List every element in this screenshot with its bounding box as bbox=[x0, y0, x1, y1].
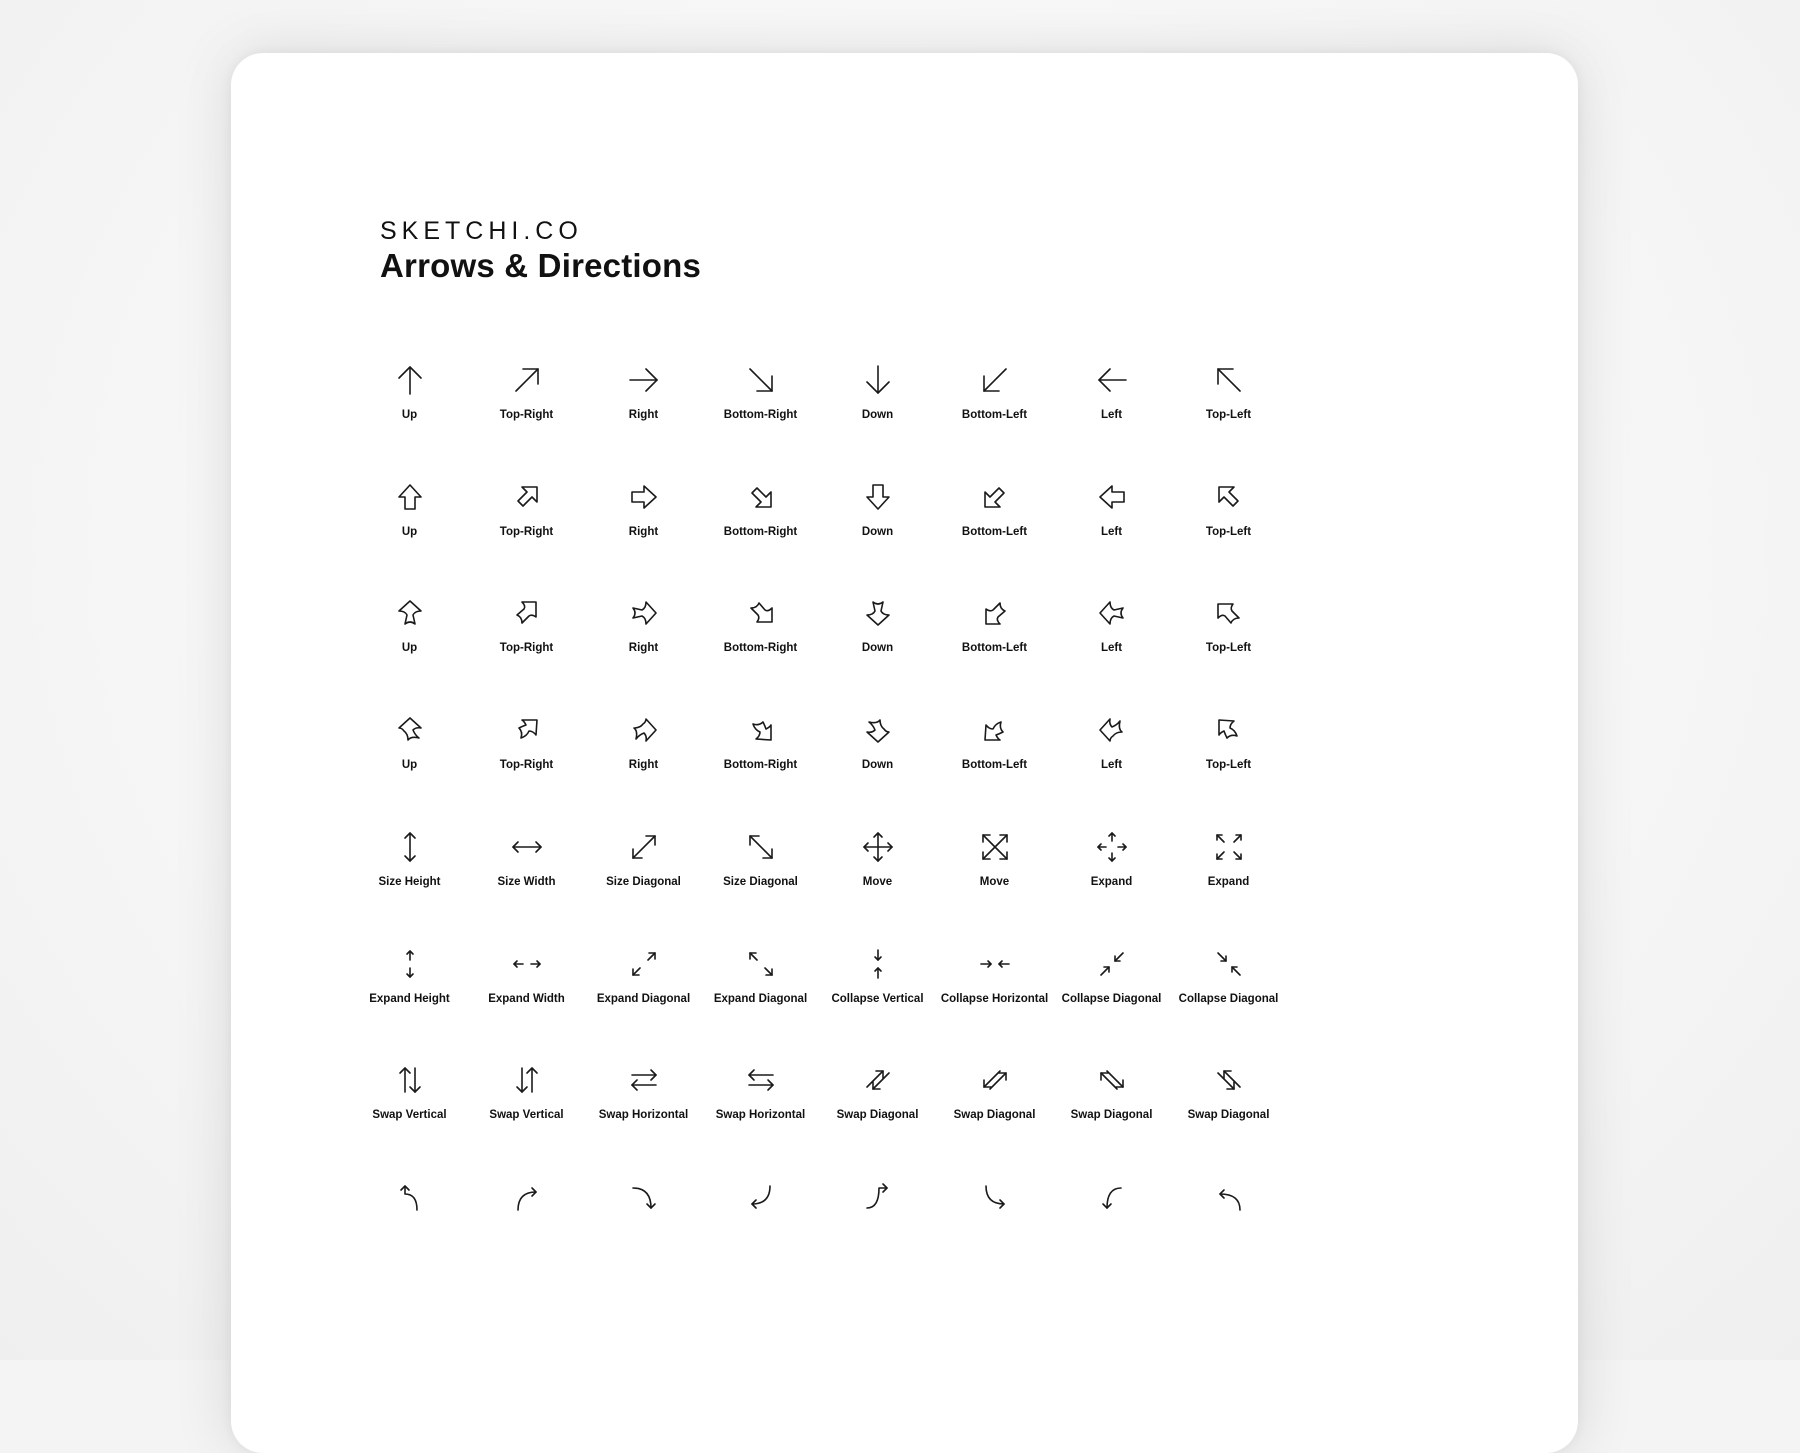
icon-tile bbox=[1170, 596, 1287, 706]
arrow-bottom-left-icon bbox=[978, 363, 1012, 397]
swap-diagonal-ne-alt-icon bbox=[978, 1063, 1012, 1097]
icon-label: Top-Right bbox=[499, 759, 554, 772]
size-height-icon bbox=[393, 830, 427, 864]
curved-arrow-alt-right-icon bbox=[627, 713, 661, 747]
icon-label: Swap Diagonal bbox=[1070, 1109, 1153, 1122]
swap-diagonal-ne-icon bbox=[861, 1063, 895, 1097]
icon-tile bbox=[1053, 947, 1170, 1057]
size-diagonal-nw-icon bbox=[744, 830, 778, 864]
icon-tile bbox=[468, 480, 585, 590]
icon-tile bbox=[1170, 363, 1287, 473]
icon-tile bbox=[819, 480, 936, 590]
icon-label: Up bbox=[401, 525, 418, 538]
icon-label: Bottom-Right bbox=[723, 409, 798, 421]
swap-horizontal-icon bbox=[627, 1063, 661, 1097]
icon-label: Swap Vertical bbox=[372, 1109, 447, 1122]
size-width-icon bbox=[510, 830, 544, 864]
icon-tile bbox=[585, 363, 702, 473]
block-arrow-bottom-right-icon bbox=[744, 480, 778, 514]
icon-tile bbox=[585, 596, 702, 706]
icon-tile bbox=[702, 1063, 819, 1173]
turn-left-down-icon bbox=[1095, 1180, 1129, 1214]
icon-tile bbox=[1053, 480, 1170, 590]
block-arrow-right-icon bbox=[627, 480, 661, 514]
expand-diagonal-ne-icon bbox=[627, 947, 661, 981]
curved-arrow-bottom-left-icon bbox=[978, 596, 1012, 630]
icon-tile bbox=[936, 363, 1053, 473]
size-diagonal-ne-icon bbox=[627, 830, 661, 864]
icon-tile bbox=[702, 830, 819, 940]
expand-cross-icon bbox=[1095, 830, 1129, 864]
icon-label: Left bbox=[1100, 759, 1123, 772]
block-arrow-top-right-icon bbox=[510, 480, 544, 514]
icon-label: Right bbox=[628, 642, 659, 655]
swap-diagonal-nw-alt-icon bbox=[1212, 1063, 1246, 1097]
icon-label: Top-Right bbox=[499, 642, 554, 655]
icon-tile bbox=[1170, 947, 1287, 1057]
icon-tile bbox=[468, 713, 585, 823]
icon-tile bbox=[1053, 1063, 1170, 1173]
turn-up-right-icon bbox=[510, 1180, 544, 1214]
icon-tile bbox=[1053, 830, 1170, 940]
icon-label: Size Diagonal bbox=[723, 875, 798, 888]
icon-tile bbox=[1053, 713, 1170, 823]
curved-arrow-alt-up-icon bbox=[393, 713, 427, 747]
icon-tile bbox=[1053, 596, 1170, 706]
icon-tile bbox=[1170, 480, 1287, 590]
icon-label: Expand bbox=[1207, 875, 1250, 888]
expand-corners-icon bbox=[1212, 830, 1246, 864]
expand-width-icon bbox=[510, 947, 544, 981]
icon-tile bbox=[819, 830, 936, 940]
icon-label: Swap Vertical bbox=[489, 1109, 564, 1122]
arrow-top-left-icon bbox=[1212, 363, 1246, 397]
swap-vertical-icon bbox=[393, 1063, 427, 1097]
icon-label: Left bbox=[1100, 525, 1123, 538]
icon-tile bbox=[936, 480, 1053, 590]
arrow-down-icon bbox=[861, 363, 895, 397]
expand-diagonal-nw-icon bbox=[744, 947, 778, 981]
turn-down-left-icon bbox=[744, 1180, 778, 1214]
icon-label: Left bbox=[1100, 409, 1123, 421]
icon-tile bbox=[819, 1180, 936, 1290]
icon-label: Collapse Diagonal bbox=[1061, 992, 1162, 1005]
icon-tile bbox=[702, 947, 819, 1057]
curved-arrow-bottom-right-icon bbox=[744, 596, 778, 630]
curved-arrow-alt-left-icon bbox=[1095, 713, 1129, 747]
turn-left-up-icon bbox=[1212, 1180, 1246, 1214]
icon-sheet-card bbox=[231, 53, 1578, 1453]
icon-label: Expand Diagonal bbox=[596, 992, 691, 1005]
icon-label: Down bbox=[861, 409, 894, 421]
icon-tile bbox=[936, 947, 1053, 1057]
icon-tile bbox=[702, 1180, 819, 1290]
icon-label: Top-Left bbox=[1205, 525, 1252, 538]
icon-label: Size Height bbox=[378, 875, 441, 888]
curved-arrow-alt-top-left-icon bbox=[1212, 713, 1246, 747]
icon-label: Expand bbox=[1090, 875, 1133, 888]
icon-tile bbox=[585, 830, 702, 940]
icon-tile bbox=[936, 1063, 1053, 1173]
icon-tile bbox=[351, 947, 468, 1057]
icon-tile bbox=[819, 363, 936, 473]
collapse-diagonal-nw-icon bbox=[1212, 947, 1246, 981]
curved-arrow-left-icon bbox=[1095, 596, 1129, 630]
curved-arrow-up-icon bbox=[393, 596, 427, 630]
icon-tile bbox=[351, 830, 468, 940]
icon-tile bbox=[585, 947, 702, 1057]
swap-vertical-alt-icon bbox=[510, 1063, 544, 1097]
icon-label: Swap Diagonal bbox=[836, 1109, 919, 1122]
icon-tile bbox=[1053, 1180, 1170, 1290]
icon-label: Bottom-Left bbox=[961, 525, 1028, 538]
icon-label: Collapse Horizontal bbox=[940, 992, 1049, 1005]
block-arrow-left-icon bbox=[1095, 480, 1129, 514]
block-arrow-up-icon bbox=[393, 480, 427, 514]
move-cross-icon bbox=[861, 830, 895, 864]
turn-down-right-icon bbox=[978, 1180, 1012, 1214]
curved-arrow-top-left-icon bbox=[1212, 596, 1246, 630]
icon-tile bbox=[702, 713, 819, 823]
icon-tile bbox=[468, 1063, 585, 1173]
arrow-up-icon bbox=[393, 363, 427, 397]
icon-tile bbox=[351, 1063, 468, 1173]
arrow-bottom-right-icon bbox=[744, 363, 778, 397]
block-arrow-bottom-left-icon bbox=[978, 480, 1012, 514]
icon-label: Left bbox=[1100, 642, 1123, 655]
icon-tile bbox=[468, 363, 585, 473]
icon-label: Right bbox=[628, 409, 659, 421]
icon-tile bbox=[1170, 830, 1287, 940]
page-title: Arrows & Directions bbox=[380, 247, 702, 284]
arrow-top-right-icon bbox=[510, 363, 544, 397]
curved-arrow-right-icon bbox=[627, 596, 661, 630]
icon-label: Down bbox=[861, 759, 894, 772]
icon-tile bbox=[468, 1180, 585, 1290]
icon-tile bbox=[936, 1180, 1053, 1290]
icon-tile bbox=[351, 596, 468, 706]
icon-label: Bottom-Left bbox=[961, 759, 1028, 772]
icon-label: Bottom-Right bbox=[723, 642, 798, 655]
move-diagonal-icon bbox=[978, 830, 1012, 864]
icon-label: Up bbox=[401, 409, 418, 421]
block-arrow-top-left-icon bbox=[1212, 480, 1246, 514]
icon-label: Size Width bbox=[497, 875, 556, 888]
icon-tile bbox=[585, 1063, 702, 1173]
icon-tile bbox=[819, 713, 936, 823]
icon-tile bbox=[351, 713, 468, 823]
icon-tile bbox=[702, 363, 819, 473]
collapse-horizontal-icon bbox=[978, 947, 1012, 981]
icon-label: Collapse Vertical bbox=[831, 992, 924, 1005]
block-arrow-down-icon bbox=[861, 480, 895, 514]
curved-arrow-alt-down-icon bbox=[861, 713, 895, 747]
curved-arrow-alt-bottom-left-icon bbox=[978, 713, 1012, 747]
icon-label: Swap Diagonal bbox=[953, 1109, 1036, 1122]
icon-tile bbox=[351, 480, 468, 590]
icon-label: Bottom-Right bbox=[723, 525, 798, 538]
turn-up-left-icon bbox=[393, 1180, 427, 1214]
icon-tile bbox=[585, 713, 702, 823]
icon-label: Bottom-Left bbox=[961, 409, 1028, 421]
arrow-left-icon bbox=[1095, 363, 1129, 397]
icon-tile bbox=[1170, 1180, 1287, 1290]
icon-label: Top-Right bbox=[499, 525, 554, 538]
icon-label: Move bbox=[979, 875, 1010, 888]
icon-tile bbox=[702, 596, 819, 706]
icon-tile bbox=[819, 1063, 936, 1173]
icon-label: Up bbox=[401, 642, 418, 655]
icon-tile bbox=[1170, 713, 1287, 823]
icon-label: Up bbox=[401, 759, 418, 772]
icon-label: Bottom-Left bbox=[961, 642, 1028, 655]
icon-tile bbox=[702, 480, 819, 590]
icon-tile bbox=[936, 596, 1053, 706]
curved-arrow-down-icon bbox=[861, 596, 895, 630]
expand-height-icon bbox=[393, 947, 427, 981]
icon-tile bbox=[1170, 1063, 1287, 1173]
icon-tile bbox=[936, 713, 1053, 823]
icon-label: Move bbox=[862, 875, 893, 888]
icon-tile bbox=[351, 1180, 468, 1290]
curved-arrow-top-right-icon bbox=[510, 596, 544, 630]
icon-label: Bottom-Right bbox=[723, 759, 798, 772]
icon-label: Expand Diagonal bbox=[713, 992, 808, 1005]
icon-tile bbox=[468, 947, 585, 1057]
icon-label: Expand Height bbox=[369, 992, 450, 1005]
curved-arrow-alt-bottom-right-icon bbox=[744, 713, 778, 747]
icon-label: Swap Horizontal bbox=[598, 1109, 689, 1122]
icon-tile bbox=[468, 830, 585, 940]
icon-tile bbox=[351, 363, 468, 473]
icon-label: Right bbox=[628, 759, 659, 772]
icon-label: Top-Left bbox=[1205, 759, 1252, 772]
swap-diagonal-nw-icon bbox=[1095, 1063, 1129, 1097]
icon-tile bbox=[585, 1180, 702, 1290]
swap-horizontal-alt-icon bbox=[744, 1063, 778, 1097]
icon-label: Collapse Diagonal bbox=[1178, 992, 1279, 1005]
curved-arrow-alt-top-right-icon bbox=[510, 713, 544, 747]
icon-label: Expand Width bbox=[488, 992, 565, 1005]
icon-label: Down bbox=[861, 642, 894, 655]
icon-label: Size Diagonal bbox=[606, 875, 681, 888]
icon-label: Top-Left bbox=[1205, 409, 1252, 421]
icon-label: Swap Diagonal bbox=[1187, 1109, 1270, 1122]
icon-tile bbox=[1053, 363, 1170, 473]
turn-right-up-icon bbox=[861, 1180, 895, 1214]
icon-tile bbox=[819, 947, 936, 1057]
turn-right-down-icon bbox=[627, 1180, 661, 1214]
icon-label: Down bbox=[861, 525, 894, 538]
icon-label: Top-Left bbox=[1205, 642, 1252, 655]
icon-tile bbox=[585, 480, 702, 590]
icon-label: Top-Right bbox=[499, 409, 554, 421]
icon-tile bbox=[936, 830, 1053, 940]
icon-label: Swap Horizontal bbox=[715, 1109, 806, 1122]
icon-label: Right bbox=[628, 525, 659, 538]
collapse-diagonal-ne-icon bbox=[1095, 947, 1129, 981]
collapse-vertical-icon bbox=[861, 947, 895, 981]
brand-name: SKETCHI.CO bbox=[380, 217, 583, 245]
icon-tile bbox=[819, 596, 936, 706]
arrow-right-icon bbox=[627, 363, 661, 397]
icon-tile bbox=[468, 596, 585, 706]
